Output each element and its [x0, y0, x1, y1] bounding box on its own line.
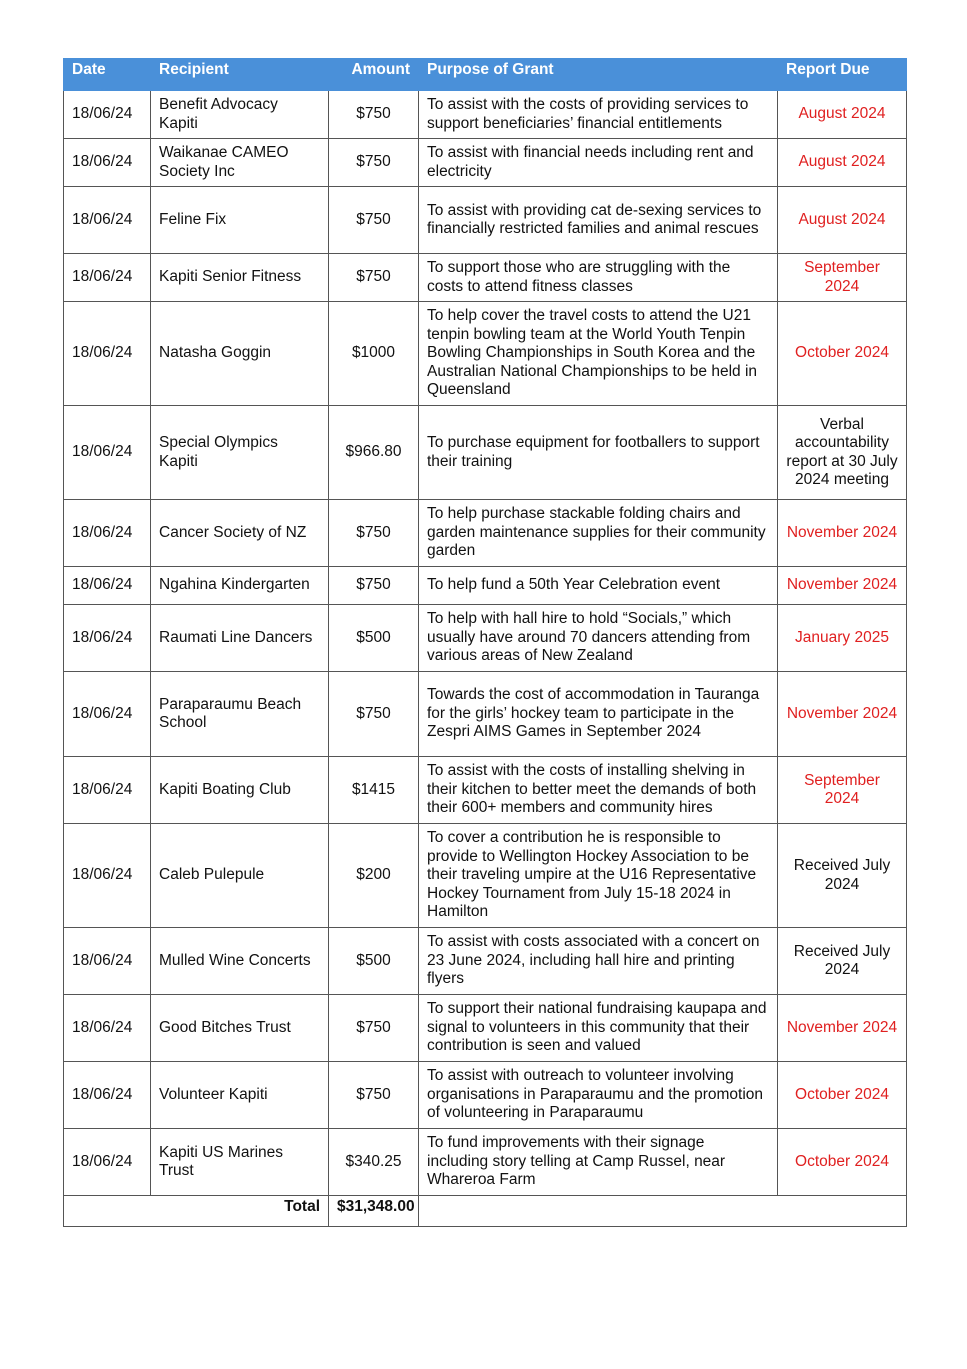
cell-amount: $750: [329, 139, 419, 187]
cell-amount: $750: [329, 567, 419, 605]
table-row: [64, 567, 907, 605]
cell-amount: $200: [329, 824, 419, 928]
table-row: [64, 824, 907, 928]
total-row: [64, 1196, 907, 1227]
cell-report-due: November 2024: [778, 672, 907, 757]
cell-report-due: August 2024: [778, 139, 907, 187]
cell-purpose: To assist with outreach to volunteer involving organisations in Paraparaumu and the promotion of volunteering in Paraparaumu: [419, 1062, 778, 1129]
total-label: Total: [64, 1196, 329, 1227]
cell-amount: $340.25: [329, 1129, 419, 1196]
cell-date: 18/06/24: [64, 928, 151, 995]
cell-report-due: Received July 2024: [778, 824, 907, 928]
cell-purpose: Towards the cost of accommodation in Tauranga for the girls’ hockey team to participate in the Zespri AIMS Games in September 2024: [419, 672, 778, 757]
cell-date: 18/06/24: [64, 139, 151, 187]
cell-report-due: September 2024: [778, 254, 907, 302]
table-row: [64, 757, 907, 824]
cell-recipient: Raumati Line Dancers: [151, 605, 329, 672]
cell-amount: $1415: [329, 757, 419, 824]
cell-recipient: Caleb Pulepule: [151, 824, 329, 928]
cell-report-due: October 2024: [778, 302, 907, 406]
total-filler: [419, 1196, 907, 1227]
cell-date: 18/06/24: [64, 254, 151, 302]
cell-report-due: November 2024: [778, 567, 907, 605]
cell-date: 18/06/24: [64, 91, 151, 139]
table-row: [64, 187, 907, 254]
cell-purpose: To assist with the costs of providing services to support beneficiaries’ financial entitlements: [419, 91, 778, 139]
table-row: [64, 1062, 907, 1129]
cell-report-due: November 2024: [778, 500, 907, 567]
cell-date: 18/06/24: [64, 757, 151, 824]
cell-purpose: To assist with financial needs including rent and electricity: [419, 139, 778, 187]
total-value: $31,348.00: [329, 1196, 419, 1227]
cell-recipient: Special Olympics Kapiti: [151, 406, 329, 500]
header-date: Date: [64, 59, 151, 91]
header-purpose: Purpose of Grant: [419, 59, 778, 91]
cell-recipient: Kapiti Boating Club: [151, 757, 329, 824]
cell-date: 18/06/24: [64, 672, 151, 757]
table-row: [64, 91, 907, 139]
cell-date: 18/06/24: [64, 1129, 151, 1196]
cell-report-due: January 2025: [778, 605, 907, 672]
table-row: [64, 672, 907, 757]
cell-report-due: Verbal accountability report at 30 July 2024 meeting: [778, 406, 907, 500]
grants-table: [63, 58, 907, 1227]
cell-recipient: Volunteer Kapiti: [151, 1062, 329, 1129]
cell-purpose: To help fund a 50th Year Celebration event: [419, 567, 778, 605]
cell-amount: $750: [329, 187, 419, 254]
cell-purpose: To support those who are struggling with the costs to attend fitness classes: [419, 254, 778, 302]
cell-recipient: Kapiti Senior Fitness: [151, 254, 329, 302]
cell-recipient: Mulled Wine Concerts: [151, 928, 329, 995]
cell-purpose: To help cover the travel costs to attend the U21 tenpin bowling team at the World Youth Tenpin Bowling Championships in South Korea and the Australian National Championships to be held in Queensland: [419, 302, 778, 406]
cell-date: 18/06/24: [64, 995, 151, 1062]
cell-purpose: To support their national fundraising kaupapa and signal to volunteers in this community that their contribution is seen and valued: [419, 995, 778, 1062]
cell-amount: $750: [329, 254, 419, 302]
cell-report-due: Received July 2024: [778, 928, 907, 995]
table-row: [64, 406, 907, 500]
cell-date: 18/06/24: [64, 406, 151, 500]
header-row: [64, 59, 907, 91]
header-report-due: Report Due: [778, 59, 907, 91]
cell-date: 18/06/24: [64, 1062, 151, 1129]
cell-report-due: October 2024: [778, 1062, 907, 1129]
cell-purpose: To assist with providing cat de-sexing services to financially restricted families and animal rescues: [419, 187, 778, 254]
cell-purpose: To help purchase stackable folding chairs and garden maintenance supplies for their community garden: [419, 500, 778, 567]
cell-purpose: To help with hall hire to hold “Socials,” which usually have around 70 dancers attending from various areas of New Zealand: [419, 605, 778, 672]
cell-report-due: October 2024: [778, 1129, 907, 1196]
cell-report-due: November 2024: [778, 995, 907, 1062]
header-recipient: Recipient: [151, 59, 329, 91]
header-amount: Amount: [329, 59, 419, 91]
cell-amount: $966.80: [329, 406, 419, 500]
cell-amount: $1000: [329, 302, 419, 406]
cell-date: 18/06/24: [64, 824, 151, 928]
table-row: [64, 139, 907, 187]
table-row: [64, 500, 907, 567]
cell-amount: $750: [329, 995, 419, 1062]
cell-date: 18/06/24: [64, 500, 151, 567]
cell-recipient: Paraparaumu Beach School: [151, 672, 329, 757]
table-row: [64, 254, 907, 302]
cell-report-due: August 2024: [778, 91, 907, 139]
cell-recipient: Good Bitches Trust: [151, 995, 329, 1062]
cell-purpose: To assist with costs associated with a concert on 23 June 2024, including hall hire and printing flyers: [419, 928, 778, 995]
cell-purpose: To assist with the costs of installing shelving in their kitchen to better meet the demands of both their 600+ members and community hires: [419, 757, 778, 824]
cell-purpose: To cover a contribution he is responsible to provide to Wellington Hockey Association to be their traveling umpire at the U16 Representative Hockey Tournament from July 15-18 2024 in Hamilton: [419, 824, 778, 928]
table-row: [64, 928, 907, 995]
cell-report-due: August 2024: [778, 187, 907, 254]
table-row: [64, 995, 907, 1062]
table-row: [64, 1129, 907, 1196]
cell-recipient: Waikanae CAMEO Society Inc: [151, 139, 329, 187]
table-row: [64, 605, 907, 672]
cell-amount: $750: [329, 672, 419, 757]
cell-recipient: Cancer Society of NZ: [151, 500, 329, 567]
cell-date: 18/06/24: [64, 605, 151, 672]
cell-date: 18/06/24: [64, 302, 151, 406]
cell-amount: $750: [329, 1062, 419, 1129]
cell-amount: $500: [329, 605, 419, 672]
cell-date: 18/06/24: [64, 567, 151, 605]
cell-report-due: September 2024: [778, 757, 907, 824]
cell-amount: $500: [329, 928, 419, 995]
cell-amount: $750: [329, 91, 419, 139]
cell-purpose: To fund improvements with their signage including story telling at Camp Russel, near Whareroa Farm: [419, 1129, 778, 1196]
cell-recipient: Feline Fix: [151, 187, 329, 254]
table-row: [64, 302, 907, 406]
cell-recipient: Ngahina Kindergarten: [151, 567, 329, 605]
cell-date: 18/06/24: [64, 187, 151, 254]
cell-recipient: Benefit Advocacy Kapiti: [151, 91, 329, 139]
cell-recipient: Natasha Goggin: [151, 302, 329, 406]
cell-purpose: To purchase equipment for footballers to support their training: [419, 406, 778, 500]
cell-amount: $750: [329, 500, 419, 567]
cell-recipient: Kapiti US Marines Trust: [151, 1129, 329, 1196]
